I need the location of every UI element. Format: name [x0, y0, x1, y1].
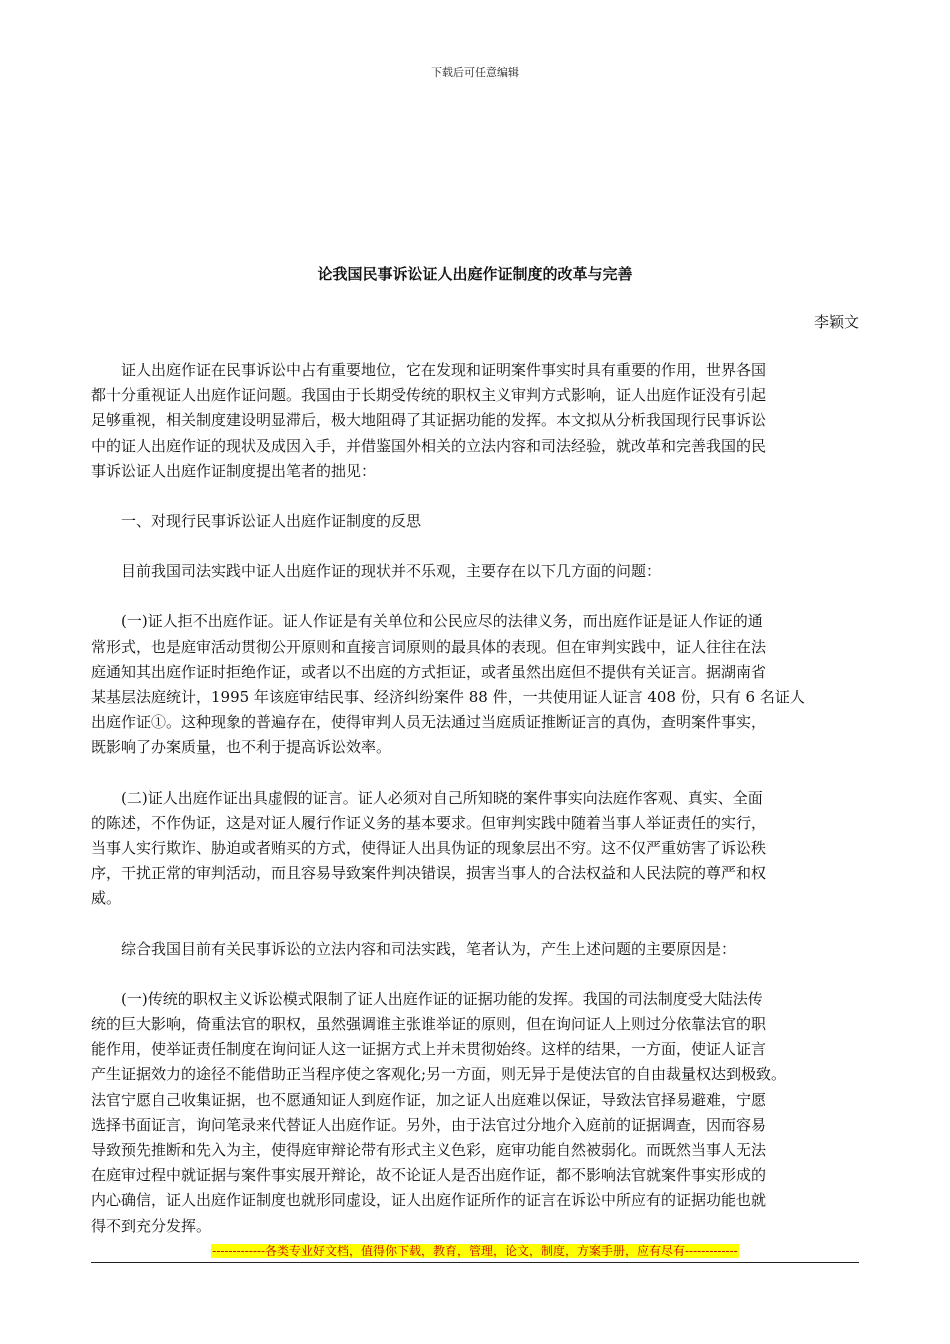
- footer-promo-note: [0, 1244, 950, 1258]
- body-paragraph-intro: 证人出庭作证在民事诉讼中占有重要地位，它在发现和证明案件事实时具有重要的作用，世界各国 都十分重视证人出庭作证问题。我国由于长期受传统的职权主义审判方式影响，证人出庭作证没有引起 足够重视，相关制度建设明显滞后，极大地阻碍了其证据功能的发挥。本文拟从分析我国现行民事诉讼 中的证人出庭作证的现状及成因入手，并借鉴国外相关的立法内容和司法经验，就改革和完善我国的民 事诉讼证人出庭作证制度提出笔者的拙见：: [91, 361, 767, 480]
- body-paragraph: (一)证人拒不出庭作证。证人作证是有关单位和公民应尽的法律义务，而出庭作证是证人作证的通 常形式，也是庭审活动贯彻公开原则和直接言词原则的最具体的表现。但在审判实践中，证人往往在法 庭通知其出庭作证时拒绝作证，或者以不出庭的方式拒证，或者虽然出庭但不提供有关证言。据湖南省 某基层法庭统计，1995 年该庭审结民事、经济纠纷案件 88 件，一共使用证人证言 408 份，只有 6 名证人 出庭作证①。这种现象的普遍存在，使得审判人员无法通过当庭质证推断证言的真伪，查明案件事实， 既影响了办案质量，也不利于提高诉讼效率。: [91, 612, 805, 757]
- body-paragraph: (一)传统的职权主义诉讼模式限制了证人出庭作证的证据功能的发挥。我国的司法制度受大陆法传 统的巨大影响，倚重法官的职权，虽然强调谁主张谁举证的原则，但在询问证人上则过分依靠法官的职 能作用，使举证责任制度在询问证人这一证据方式上并未贯彻始终。这样的结果，一方面，使证人证言 产生证据效力的途径不能借助正当程序使之客观化;另一方面，则无异于是使法官的自由裁量权达到极致。 法官宁愿自己收集证据，也不愿通知证人到庭作证，加之证人出庭难以保证，导致法官择易避难，宁愿 选择书面证言，询问笔录来代替证人出庭作证。另外，由于法官过分地介入庭前的证据调查，因而容易 导致预先推断和先入为主，使得庭审辩论带有形式主义色彩，庭审功能自然被弱化。而既然当事人无法 在庭审过程中就证据与案件事实展开辩论，故不论证人是否出庭作证，都不影响法官就案件事实形成的 内心确信，证人出庭作证制度也就形同虚设，证人出庭作证所作的证言在诉讼中所应有的证据功能也就 得不到充分发挥。: [91, 989, 787, 1235]
- body-paragraph: 目前我国司法实践中证人出庭作证的现状并不乐观，主要存在以下几方面的问题：: [121, 562, 662, 581]
- body-paragraph: (二)证人出庭作证出具虚假的证言。证人必须对自己所知晓的案件事实向法庭作客观、真实、全面 的陈述，不作伪证，这是对证人履行作证义务的基本要求。但审判实践中随着当事人举证责任的实行， 当事人实行欺诈、胁迫或者贿买的方式，使得证人出具伪证的现象层出不穷。这不仅严重妨害了诉讼秩 序，干扰正常的审判活动，而且容易导致案件判决错误，损害当事人的合法权益和人民法院的尊严和权 威。: [91, 788, 767, 908]
- section-heading-1: 一、对现行民事诉讼证人出庭作证制度的反思: [121, 512, 422, 531]
- page-header-note: 下载后可任意编辑: [431, 66, 519, 79]
- document-author: 李颖文: [813, 313, 859, 331]
- body-paragraph: 综合我国目前有关民事诉讼的立法内容和司法实践，笔者认为，产生上述问题的主要原因是：: [121, 939, 737, 958]
- document-body: [91, 358, 861, 1264]
- footer-promo-text: -------------各类专业好文档，值得你下载，教育，管理，论文，制度，方案手册，应有尽有-------------: [212, 1244, 738, 1258]
- footer-divider: [91, 1262, 859, 1263]
- document-title: 论我国民事诉讼证人出庭作证制度的改革与完善: [317, 265, 633, 283]
